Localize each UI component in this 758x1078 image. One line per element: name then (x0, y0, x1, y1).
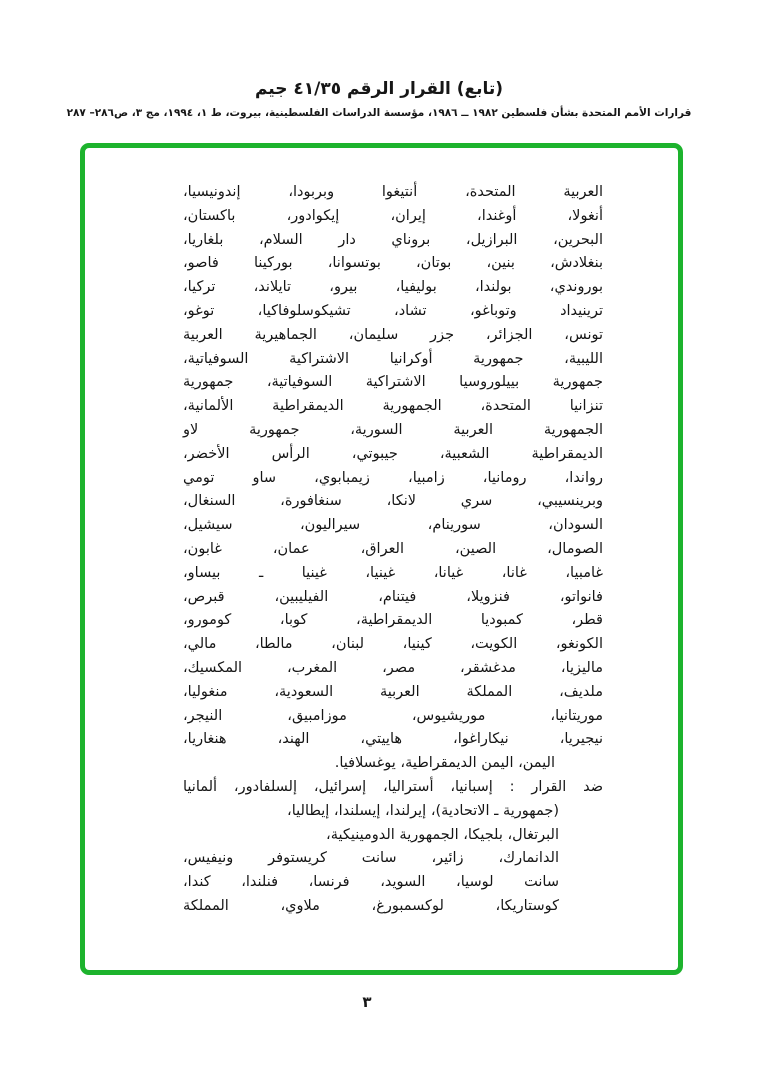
text-line: الجمهورية العربية السورية، جمهورية لاو (183, 421, 603, 438)
text-line: البحرين، البرازيل، بروناي دار السلام، بلغاريا، (183, 231, 603, 248)
text-line: الديمقراطية الشعبية، جيبوتي، الرأس الأخضر، (183, 445, 603, 462)
text-line: الصومال، الصين، العراق، عمان، غابون، (183, 540, 603, 557)
text-line: ترينيداد وتوباغو، تشاد، تشيكوسلوفاكيا، توغو، (183, 302, 603, 319)
text-line: قطر، كمبوديا الديمقراطية، كوبا، كومورو، (183, 612, 603, 629)
against-heading-line (183, 776, 603, 800)
text-line: غامبيا، غانا، غيانا، غينيا، غينيا ـ بيساو، (183, 564, 603, 581)
text-line: موريتانيا، موريشيوس، موزامبيق، النيجر، (183, 707, 603, 724)
text-line: البرتغال، بلجيكا، الجمهورية الدومينيكية، (326, 826, 559, 843)
source-citation: قرارات الأمم المتحدة بشأن فلسطين ١٩٨٢ ــ ١٩٨٦، مؤسسة الدراسات الفلسطينية، بيروت، ط ١، ١٩٩٤، مج ٣، ص٢٨٦– ٢٨٧ (66, 107, 692, 119)
text-line: السودان، سورينام، سيراليون، سيشيل، (183, 517, 603, 534)
text-line: وبرينسيبي، سري لانكا، سنغافورة، السنغال، (183, 493, 603, 510)
text-line: رواندا، رومانيا، زامبيا، زيمبابوي، ساو تومي (183, 469, 603, 486)
against-label: ضد القرار : (509, 778, 604, 795)
text-line: الليبية، جمهورية أوكرانيا الاشتراكية السوفياتية، (183, 350, 603, 367)
text-line: الدانمارك، زائير، سانت كريستوفر ونيفيس، (183, 850, 559, 867)
resolution-title: (تابع) القرار الرقم ٤١/٣٥ جيم (254, 79, 504, 99)
text-line: نيجيريا، نيكاراغوا، هاييتي، الهند، هنغاريا، (183, 731, 603, 748)
text-line: فانواتو، فنزويلا، فيتنام، الفيليبين، قبرص، (183, 588, 603, 605)
text-line: الكونغو، الكويت، كينيا، لبنان، مالطا، مالي، (183, 636, 603, 653)
text-line: العربية المتحدة، أنتيغوا وبربودا، إندونيسيا، (183, 184, 603, 200)
text-line: تونس، الجزائر، جزر سليمان، الجماهيرية العربية (183, 326, 603, 343)
text-line: بنغلادش، بنين، بوتان، بوتسوانا، بوركينا فاصو، (183, 255, 603, 272)
text-line: ماليزيا، مدغشقر، مصر، المغرب، المكسيك، (183, 659, 603, 676)
text-line: (جمهورية ـ الاتحادية)، إيرلندا، إيسلندا، إيطاليا، (287, 802, 559, 819)
text-line: أنغولا، أوغندا، إيران، إيكوادور، باكستان، (183, 207, 603, 224)
text-line: ملديف، المملكة العربية السعودية، منغوليا، (183, 683, 603, 700)
text-line: كوستاريكا، لوكسمبورغ، ملاوي، المملكة (183, 897, 559, 914)
page-number: ٣ (362, 993, 372, 1011)
text-line: سانت لوسيا، السويد، فرنسا، فنلندا، كندا، (183, 874, 559, 891)
text-line: بوروندي، بولندا، بوليفيا، بيرو، تايلاند، تركيا، (183, 279, 603, 296)
text-line: اليمن، اليمن الديمقراطية، يوغسلافيا. (334, 755, 555, 772)
text-line: تنزانيا المتحدة، الجمهورية الديمقراطية الألمانية، (183, 398, 603, 415)
text-line: جمهورية بييلوروسيا الاشتراكية السوفياتية، جمهورية (183, 374, 603, 391)
resolution-body (183, 181, 603, 919)
text-line: إسبانيا، أستراليا، إسرائيل، إلسلفادور، ألمانيا (183, 778, 493, 795)
